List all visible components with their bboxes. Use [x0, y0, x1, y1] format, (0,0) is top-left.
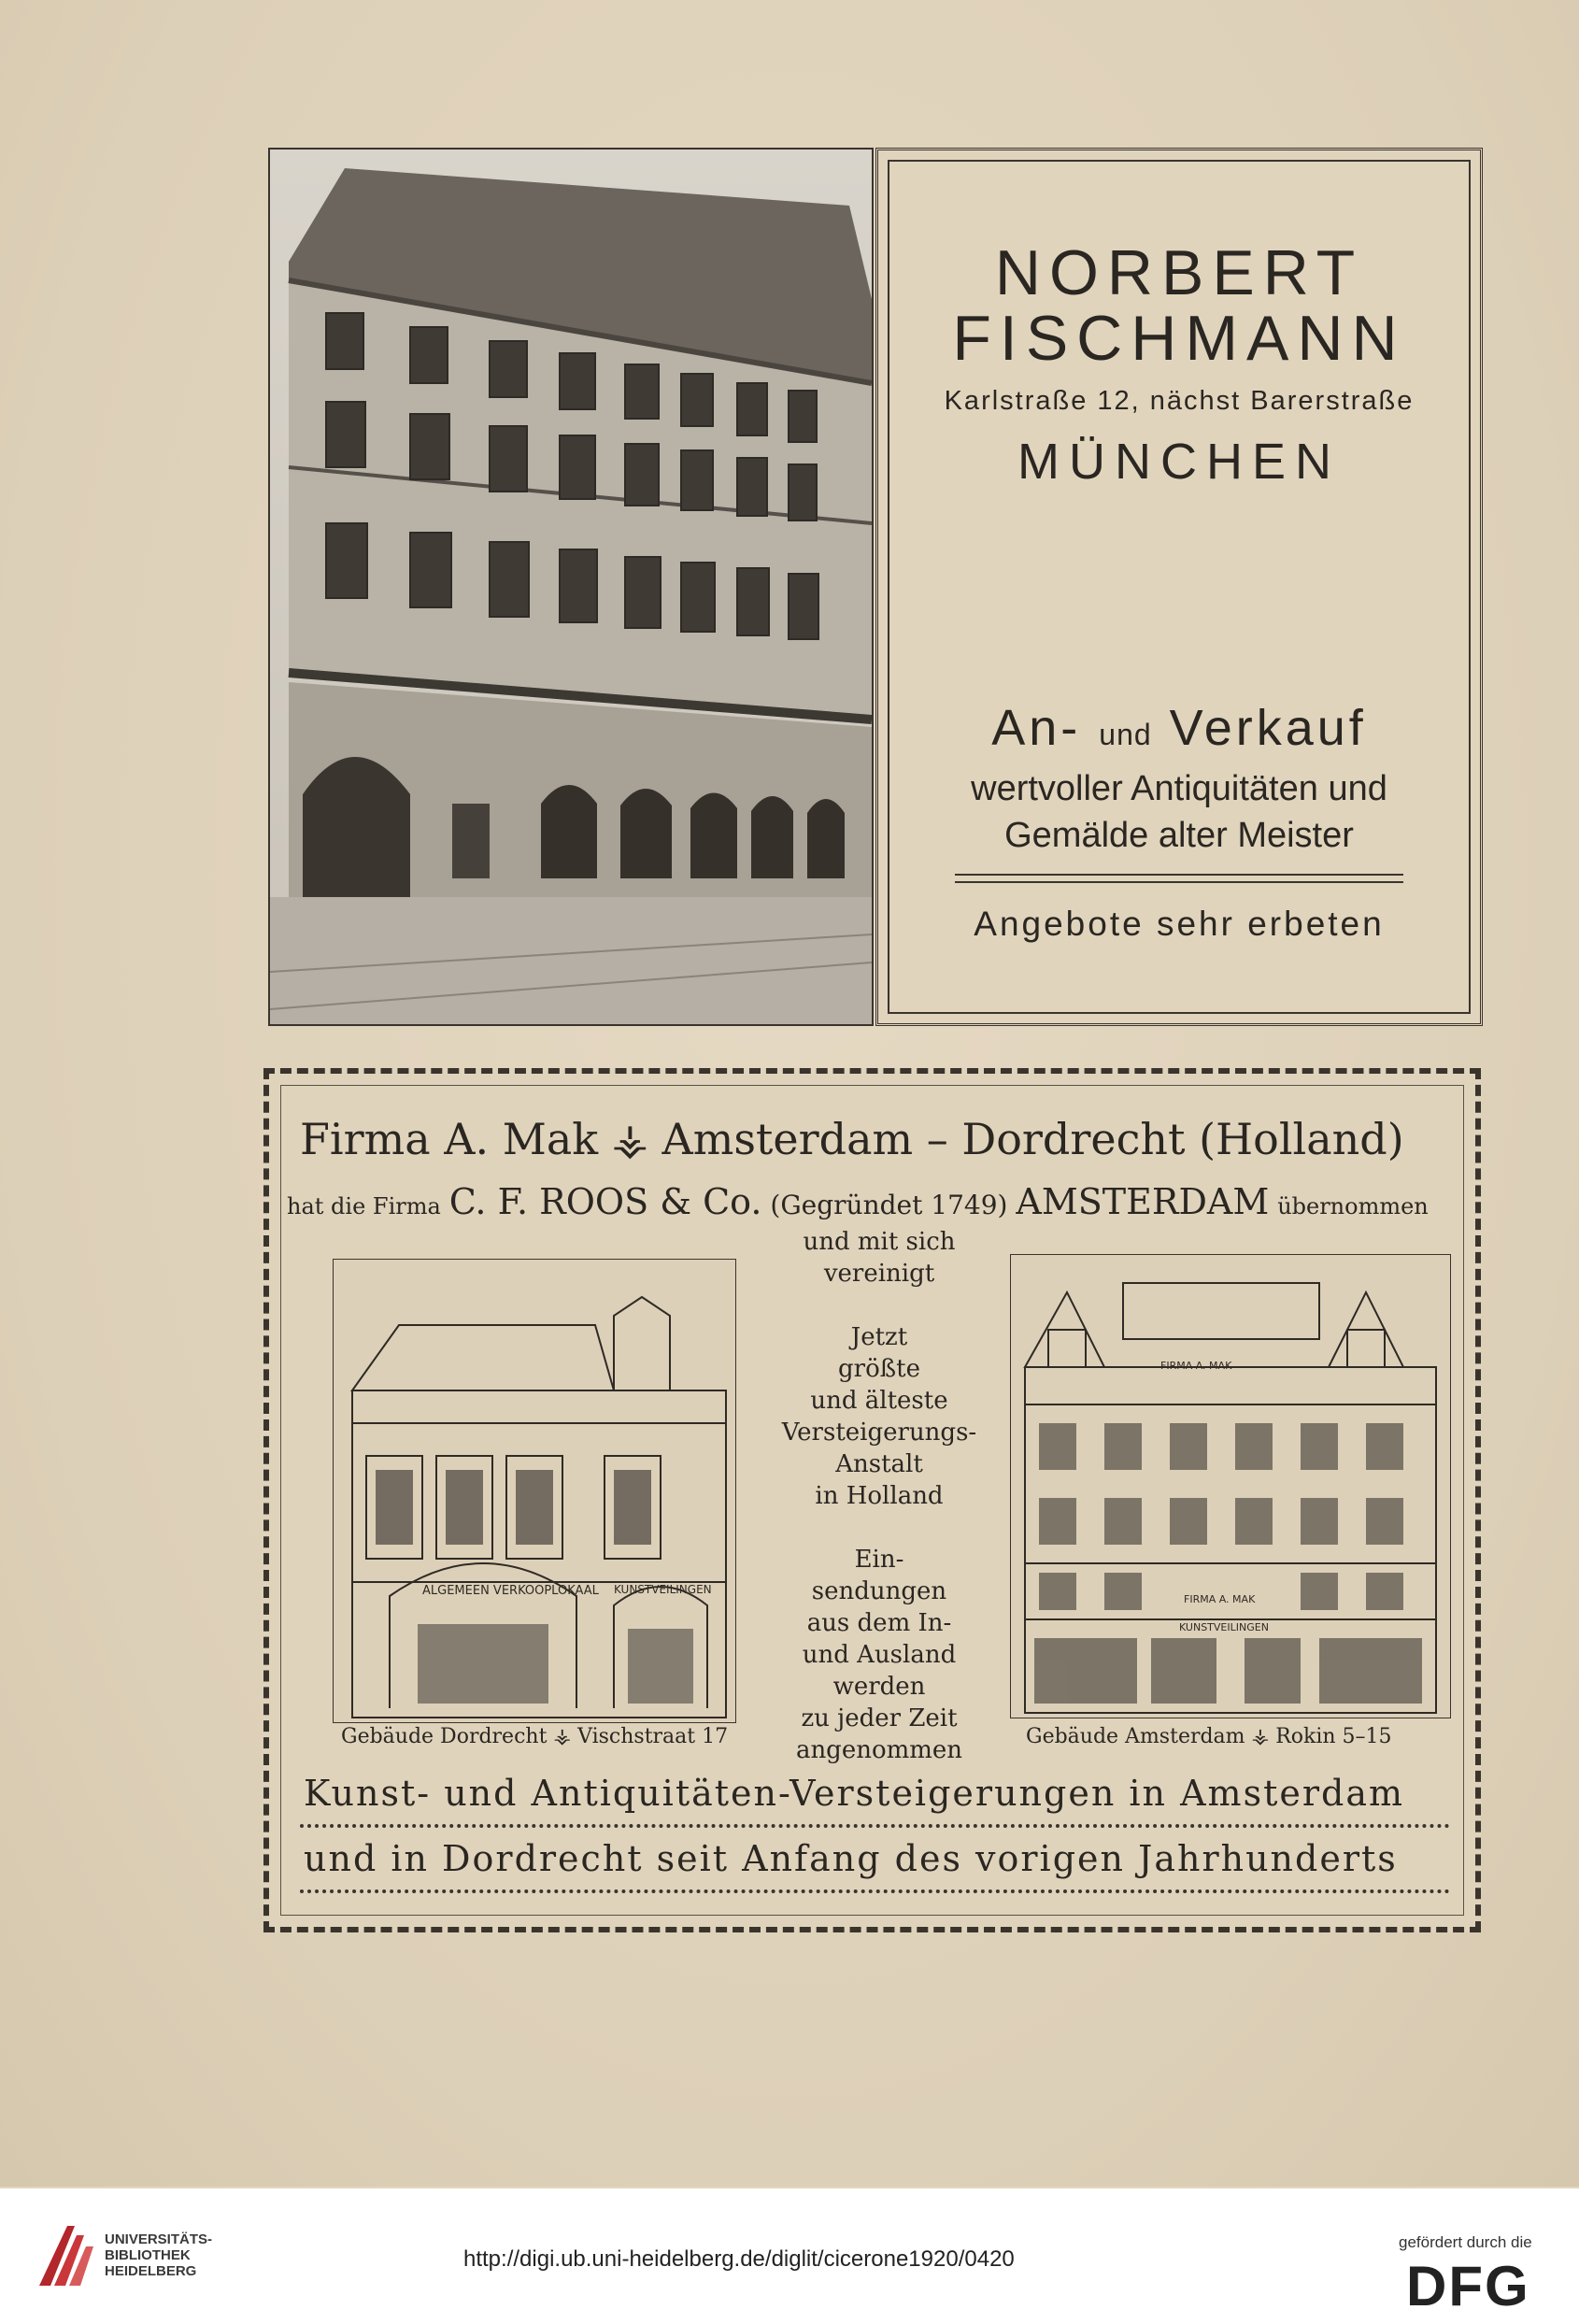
fischmann-text-panel — [875, 148, 1483, 1026]
trade-description-1: wertvoller Antiquitäten und — [971, 769, 1387, 808]
drawing-left-sign-1: ALGEMEEN VERKOOPLOKAAL — [422, 1584, 599, 1598]
mak-headline: Firma A. Mak ⚶ Amsterdam – Dordrecht (Holland) — [300, 1114, 1404, 1164]
center-line: Versteigerungs- — [781, 1419, 977, 1447]
trade-heading — [889, 699, 1469, 757]
sub-prefix: hat die Firma — [287, 1193, 441, 1219]
center-line: und älteste — [810, 1387, 948, 1415]
dordrecht-drawing-image — [334, 1260, 735, 1722]
mak-subline — [287, 1181, 1463, 1222]
center-line: sendungen — [811, 1577, 947, 1605]
center-line: werden — [832, 1673, 926, 1701]
sub-city: AMSTERDAM — [1016, 1181, 1270, 1222]
offer-note: Angebote sehr erbeten — [974, 905, 1385, 943]
university-library-logo — [39, 2226, 95, 2286]
amsterdam-building-drawing — [1010, 1254, 1451, 1718]
firm-address: Karlstraße 12, nächst Barerstraße — [944, 386, 1415, 416]
trade-an: An- — [991, 700, 1082, 756]
firm-first-name: NORBERT — [994, 237, 1364, 308]
dfg-logo: DFG — [1406, 2255, 1530, 2317]
trade-und: und — [1099, 718, 1152, 751]
library-name-line: BIBLIOTHEK — [105, 2247, 191, 2263]
slogan-line-2: und in Dordrecht seit Anfang des vorigen Jahrhunderts — [304, 1838, 1398, 1879]
mak-advertisement-inner — [280, 1085, 1464, 1916]
trade-description-2: Gemälde alter Meister — [1004, 816, 1354, 855]
digitization-footer — [0, 2189, 1579, 2324]
library-name-line: UNIVERSITÄTS- — [105, 2231, 213, 2247]
drawing-right-sign-3: KUNSTVEILINGEN — [1179, 1621, 1269, 1633]
mak-advertisement — [263, 1068, 1481, 1932]
drawing-left-sign-2: KUNSTVEILINGEN — [614, 1583, 712, 1596]
center-line-spacer — [767, 1512, 991, 1544]
dordrecht-building-drawing — [333, 1259, 736, 1723]
library-logo-icon — [39, 2226, 95, 2286]
building-photo-image — [270, 150, 872, 1024]
center-line: in Holland — [815, 1482, 944, 1510]
funded-by-label: gefördert durch die — [1399, 2233, 1532, 2251]
center-line: Jetzt — [850, 1323, 908, 1351]
trade-verkauf: Verkauf — [1169, 700, 1367, 756]
center-line: vereinigt — [823, 1260, 935, 1288]
center-line: Ein- — [854, 1546, 904, 1574]
caption-dordrecht: Gebäude Dordrecht ⚶ Vischstraat 17 — [341, 1725, 729, 1748]
center-text-column — [767, 1226, 991, 1766]
text-panel-border — [888, 160, 1471, 1014]
amsterdam-drawing-image — [1011, 1255, 1450, 1718]
firm-last-name: FISCHMANN — [952, 303, 1406, 374]
center-line: größte — [838, 1355, 920, 1383]
center-line-spacer — [767, 1290, 991, 1321]
caption-amsterdam: Gebäude Amsterdam ⚶ Rokin 5–15 — [1026, 1725, 1392, 1748]
drawing-right-sign-1: FIRMA A. MAK — [1160, 1360, 1232, 1372]
permalink-url[interactable]: http://digi.ub.uni-heidelberg.de/diglit/cicerone1920/0420 — [463, 2246, 1015, 2272]
center-line: und Ausland — [802, 1641, 957, 1669]
divider-rule-1 — [955, 874, 1403, 876]
center-line: angenommen — [795, 1736, 963, 1764]
center-line: und mit sich — [803, 1228, 956, 1256]
slogan-underline-1 — [300, 1824, 1450, 1828]
slogan-underline-2 — [300, 1889, 1450, 1893]
center-line: Anstalt — [835, 1450, 923, 1478]
building-photograph — [268, 148, 874, 1026]
center-line: zu jeder Zeit — [801, 1704, 958, 1732]
sub-firm: C. F. ROOS & Co. — [448, 1181, 762, 1222]
divider-rule-2 — [955, 881, 1403, 883]
library-name — [105, 2231, 212, 2279]
firm-city: MÜNCHEN — [1017, 434, 1341, 490]
slogan-line-1: Kunst- und Antiquitäten-Versteigerungen in Amsterdam — [304, 1773, 1405, 1814]
center-line: aus dem In- — [806, 1609, 952, 1637]
fischmann-advertisement — [268, 148, 1483, 1026]
library-name-line: HEIDELBERG — [105, 2263, 197, 2279]
sub-suffix: übernommen — [1277, 1193, 1429, 1219]
sub-founded: (Gegründet 1749) — [770, 1190, 1008, 1220]
drawing-right-sign-2: FIRMA A. MAK — [1184, 1593, 1256, 1605]
